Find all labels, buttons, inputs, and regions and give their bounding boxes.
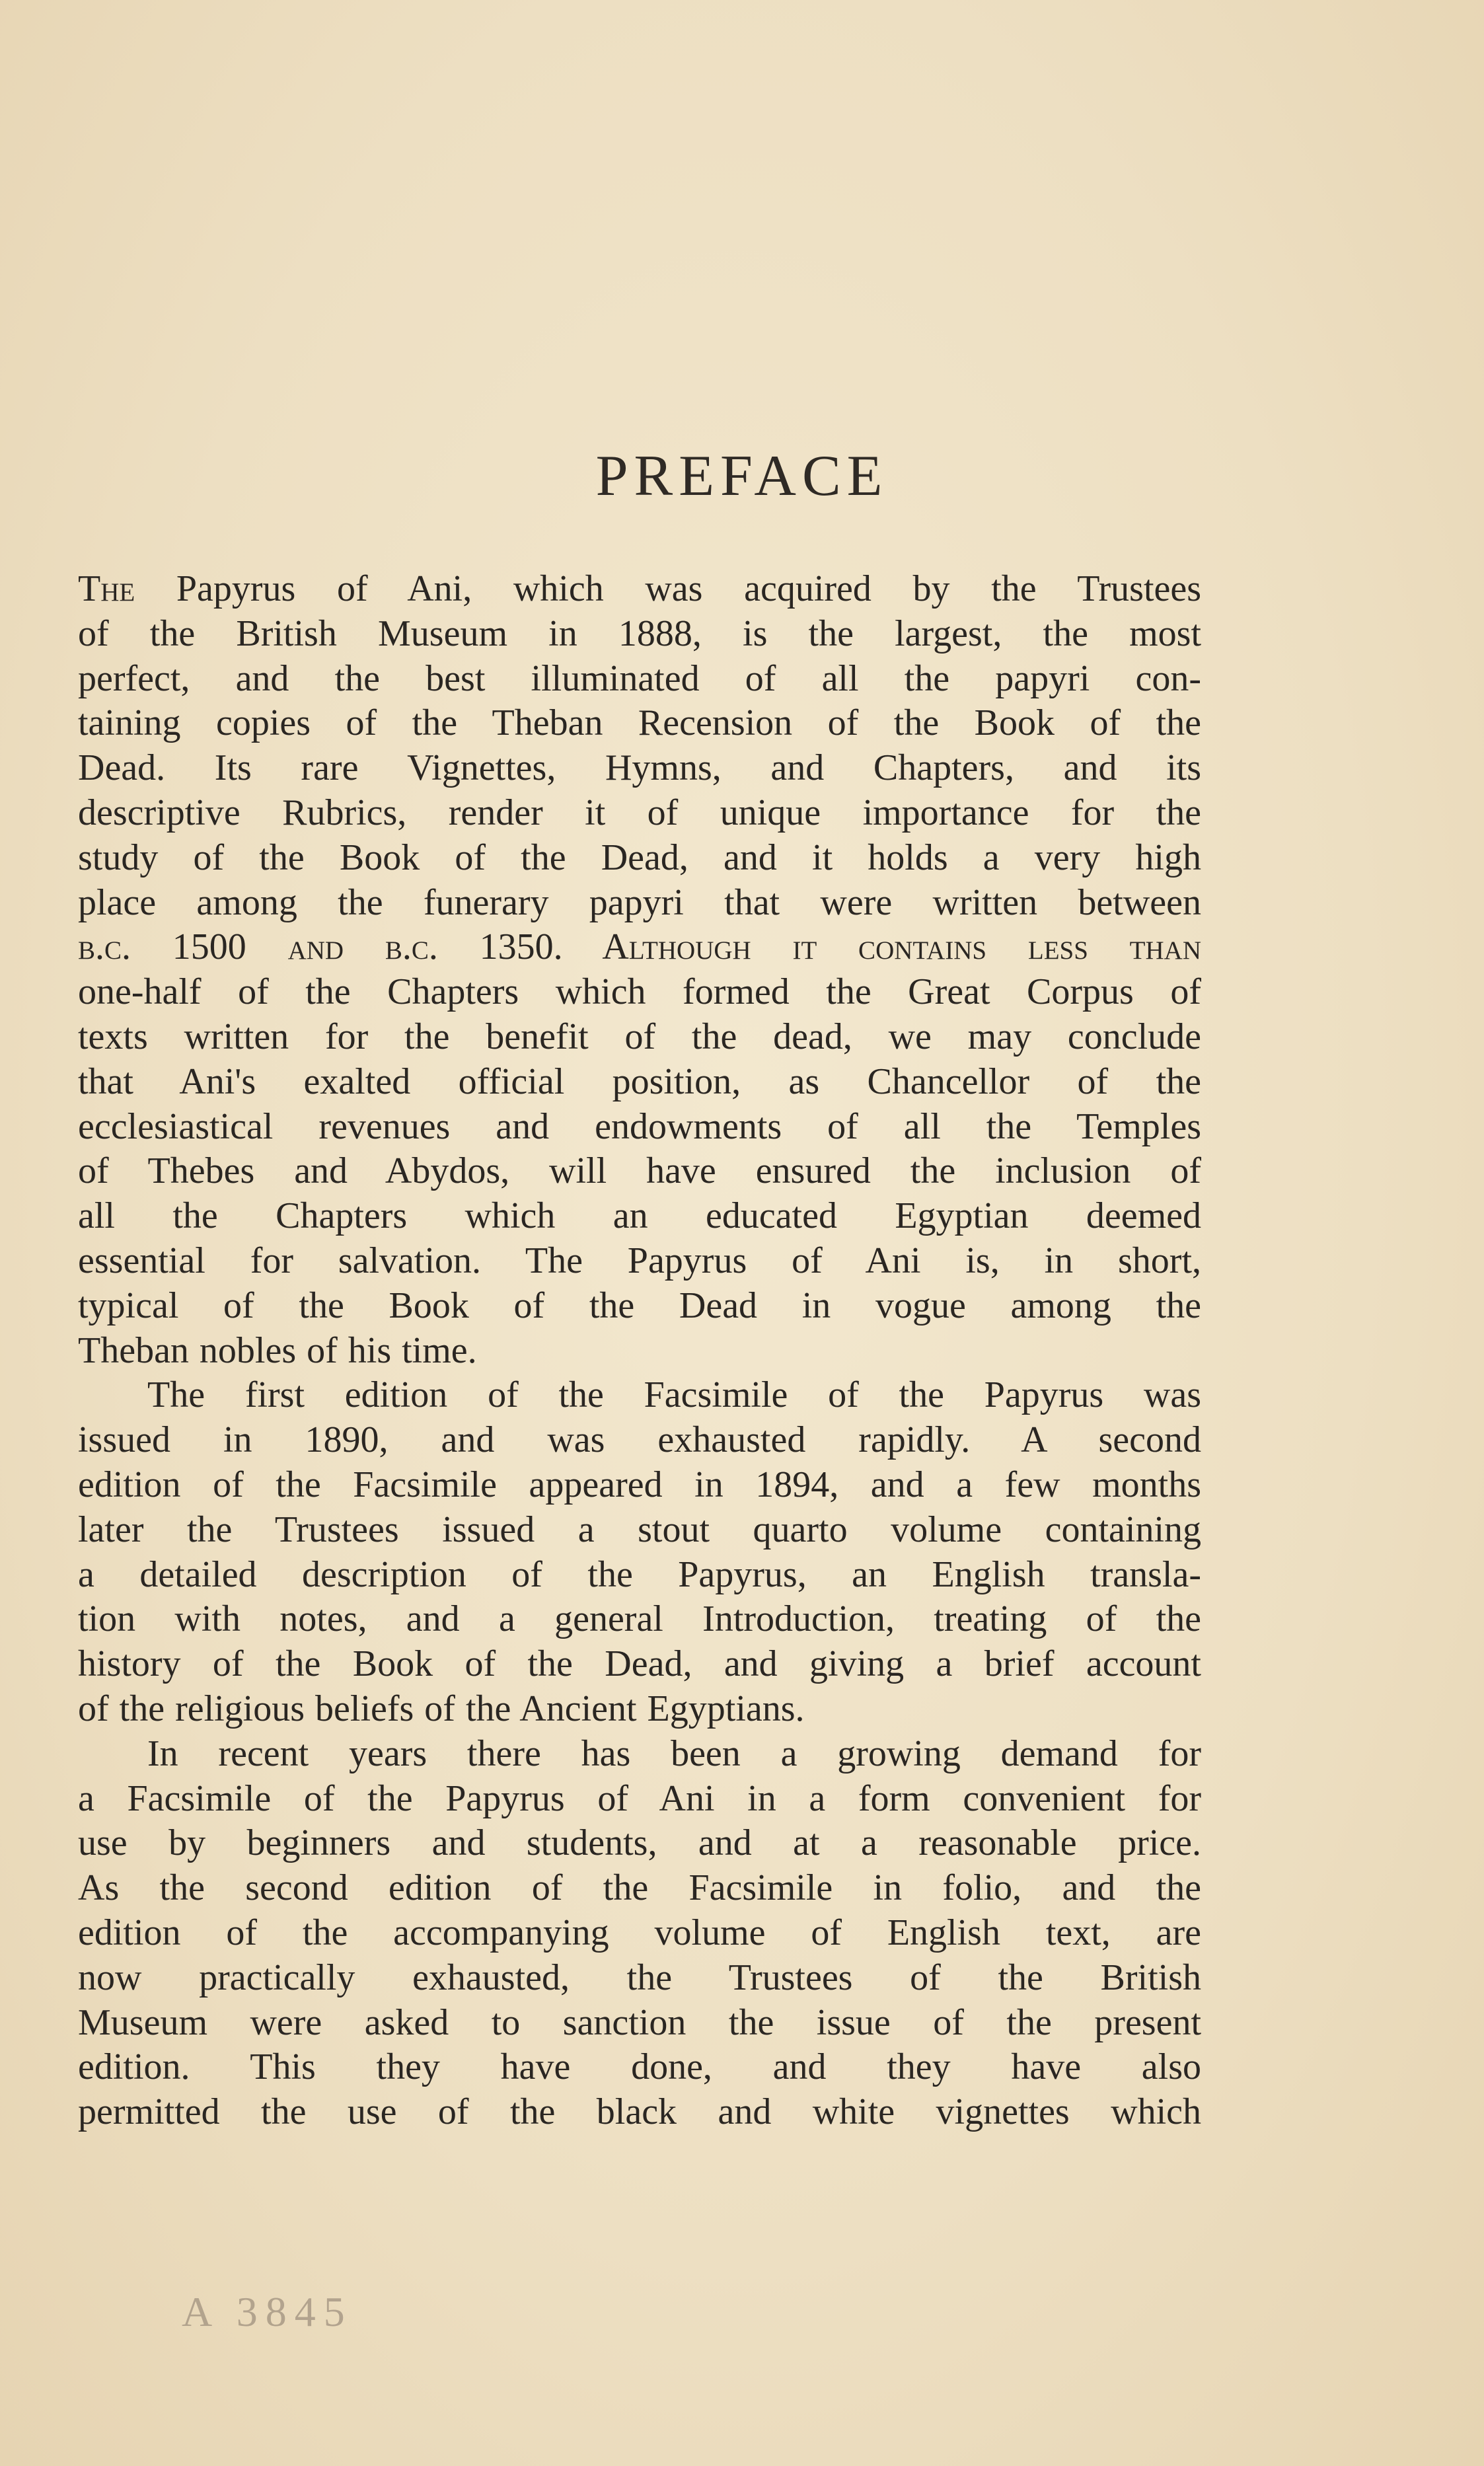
text-line: tion with notes, and a general Introduction, treating of the [78,1598,1201,1640]
text-line: of the religious beliefs of the Ancient Egyptians. [78,1688,805,1729]
text-line: edition of the accompanying volume of English text, are [78,1912,1201,1953]
text-line: a detailed description of the Papyrus, an English transla- [78,1553,1201,1595]
text-line: edition. This they have done, and they have also [78,2046,1201,2088]
text-line: one-half of the Chapters which formed the Great Corpus of [78,971,1201,1013]
text-line-rest: Papyrus of Ani, which was acquired by the Trustees [176,568,1202,609]
text-line: In recent years there has been a growing demand for [147,1733,1201,1774]
text-line: perfect, and the best illuminated of all the papyri con- [78,657,1201,699]
text-line: descriptive Rubrics, render it of unique importance for the [78,792,1201,833]
catalog-stamp: A 3845 [182,2288,353,2335]
text-line: edition of the Facsimile appeared in 1894, and a few months [78,1464,1201,1505]
text-line: permitted the use of the black and white vignettes which [78,2091,1201,2133]
text-line: of the British Museum in 1888, is the largest, the most [78,613,1201,654]
text-line [78,567,1201,612]
text-line: now practically exhausted, the Trustees of the British [78,1957,1201,1998]
text-line-lead: The [78,568,135,609]
text-line: later the Trustees issued a stout quarto volume containing [78,1509,1201,1550]
preface-body [78,567,1201,2135]
text-line: Museum were asked to sanction the issue of the present [78,2001,1201,2043]
text-line: As the second edition of the Facsimile in folio, and the [78,1867,1201,1909]
text-line: history of the Book of the Dead, and giving a brief account [78,1643,1201,1685]
text-line: Theban nobles of his time. [78,1329,477,1371]
text-line: all the Chapters which an educated Egyptian deemed [78,1195,1201,1237]
text-line: study of the Book of the Dead, and it holds a very high [78,837,1201,878]
text-line: a Facsimile of the Papyrus of Ani in a form convenient for [78,1777,1201,1819]
text-line: that Ani's exalted official position, as Chancellor of the [78,1061,1201,1102]
page-title: PREFACE [595,444,889,508]
text-line: texts written for the benefit of the dead, we may conclude [78,1016,1201,1057]
text-line: issued in 1890, and was exhausted rapidly. A second [78,1419,1201,1461]
text-line: essential for salvation. The Papyrus of Ani is, in short, [78,1240,1201,1281]
text-line: use by beginners and students, and at a reasonable price. [78,1822,1201,1864]
text-line: ecclesiastical revenues and endowments of all the Temples [78,1105,1201,1147]
text-line: b.c. 1500 and b.c. 1350. Although it contains less than [78,926,1201,968]
text-line: place among the funerary papyri that were written between [78,881,1201,923]
text-line: taining copies of the Theban Recension of the Book of the [78,702,1201,744]
text-line: of Thebes and Abydos, will have ensured the inclusion of [78,1150,1201,1192]
text-line: typical of the Book of the Dead in vogue among the [78,1285,1201,1326]
text-line: The first edition of the Facsimile of the Papyrus was [147,1374,1201,1416]
text-line: Dead. Its rare Vignettes, Hymns, and Chapters, and its [78,747,1201,789]
